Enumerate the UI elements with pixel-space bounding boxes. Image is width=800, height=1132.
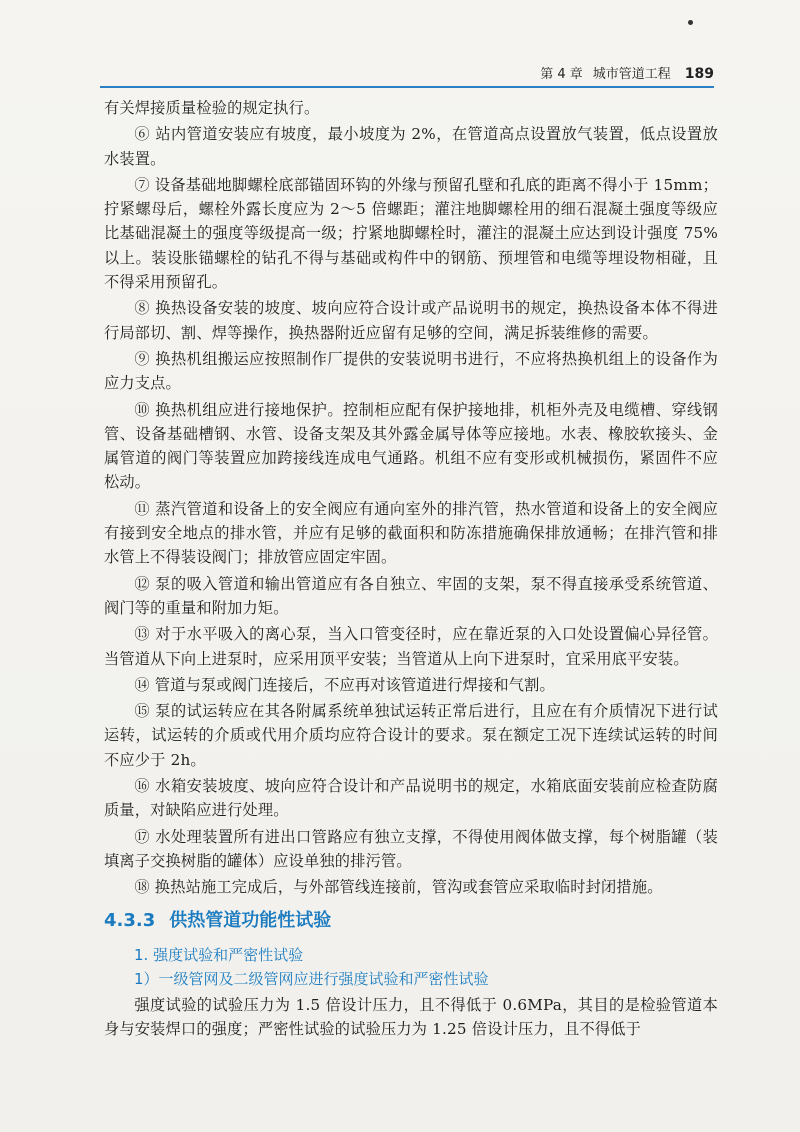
paragraph-continued: 有关焊接质量检验的规定执行。 [104,99,320,117]
paragraph-item-8: ⑧ 换热设备安装的坡度、坡向应符合设计或产品说明书的规定，换热设备本体不得进行局部切、割、焊等操作，换热器附近应留有足够的空间，满足拆装维修的需要。 [104,299,718,342]
paragraph-item-7: ⑦ 设备基础地脚螺栓底部锚固环钩的外缘与预留孔壁和孔底的距离不得小于 15mm；拧紧螺母后，螺栓外露长度应为 2～5 倍螺距；灌注地脚螺栓用的细石混凝土强度等级应比基础混凝土的强度等级提高一级；拧紧地脚螺栓时，灌注的混凝土应达到设计强度 75% 以上。装设胀锚螺栓的钻孔不得与基础或构件中的钢筋、预埋管和电缆等埋设物相碰，且不得采用预留孔。 [104,175,718,292]
section-heading [104,909,718,933]
section-title: 供热管道功能性试验 [169,909,332,931]
running-header [100,64,714,84]
page-number: 189 [684,66,714,82]
paragraph-item-9: ⑨ 换热机组搬运应按照制作厂提供的安装说明书进行，不应将热换机组上的设备作为应力支点。 [104,349,718,393]
scan-speck [688,20,693,25]
paragraph-item-16: ⑯ 水箱安装坡度、坡向应符合设计和产品说明书的规定，水箱底面安装前应检查防腐质量，对缺陷应进行处理。 [104,777,718,820]
subsection-heading: 1. 强度试验和严密性试验 [134,945,304,964]
paragraph-item-11: ⑪ 蒸汽管道和设备上的安全阀应有通向室外的排汽管，热水管道和设备上的安全阀应有接到安全地点的排水管，并应有足够的截面积和防冻措施确保排放通畅；在排汽管和排水管上不得装设阀门；排放管应固定牢固。 [104,499,718,567]
header-chapter: 第 4 章 [540,67,583,82]
paragraph-item-18: ⑱ 换热站施工完成后，与外部管线连接前，管沟或套管应采取临时封闭措施。 [134,878,663,897]
header-chapter-title: 城市管道工程 [592,67,671,82]
paragraph-item-17: ⑰ 水处理装置所有进出口管路应有独立支撑，不得使用阀体做支撑，每个树脂罐（装填离子交换树脂的罐体）应设单独的排污管。 [104,827,718,870]
section-number: 4.3.3 [104,909,156,931]
paragraph-item-14: ⑭ 管道与泵或阀门连接后，不应再对该管道进行焊接和气割。 [134,675,555,694]
paragraph-item-13: ⑬ 对于水平吸入的离心泵，当入口管变径时，应在靠近泵的入口处设置偏心异径管。当管道从下向上进泵时，应采用顶平安装；当管道从上向下进泵时，宜采用底平安装。 [104,625,718,668]
closing-paragraph: 强度试验的试验压力为 1.5 倍设计压力，且不得低于 0.6MPa，其目的是检验管道本身与安装焊口的强度；严密性试验的试验压力为 1.25 倍设计压力，且不得低于 [104,995,718,1038]
header-rule [100,86,714,88]
paragraph-item-6: ⑥ 站内管道安装应有坡度，最小坡度为 2%，在管道高点设置放气装置，低点设置放水装置。 [104,125,718,168]
paragraph-item-15: ⑮ 泵的试运转应在其各附属系统单独试运转正常后进行，且应在有介质情况下进行试运转，试运转的介质或代用介质均应符合设计的要求。泵在额定工况下连续试运转的时间不应少于 2h。 [104,702,718,769]
paragraph-item-10: ⑩ 换热机组应进行接地保护。控制柜应配有保护接地排，机柜外壳及电缆槽、穿线钢管、设备基础槽钢、水管、设备支架及其外露金属导体等应接地。水表、橡胶软接头、金属管道的阀门等装置应加跨接线连成电气通路。机组不应有变形或机械损伤，紧固件不应松动。 [104,400,718,492]
paragraph-item-12: ⑫ 泵的吸入管道和输出管道应有各自独立、牢固的支架，泵不得直接承受系统管道、阀门等的重量和附加力矩。 [104,574,718,617]
page-body [104,96,718,1041]
subsubsection-heading: 1）一级管网及二级管网应进行强度试验和严密性试验 [134,969,489,988]
